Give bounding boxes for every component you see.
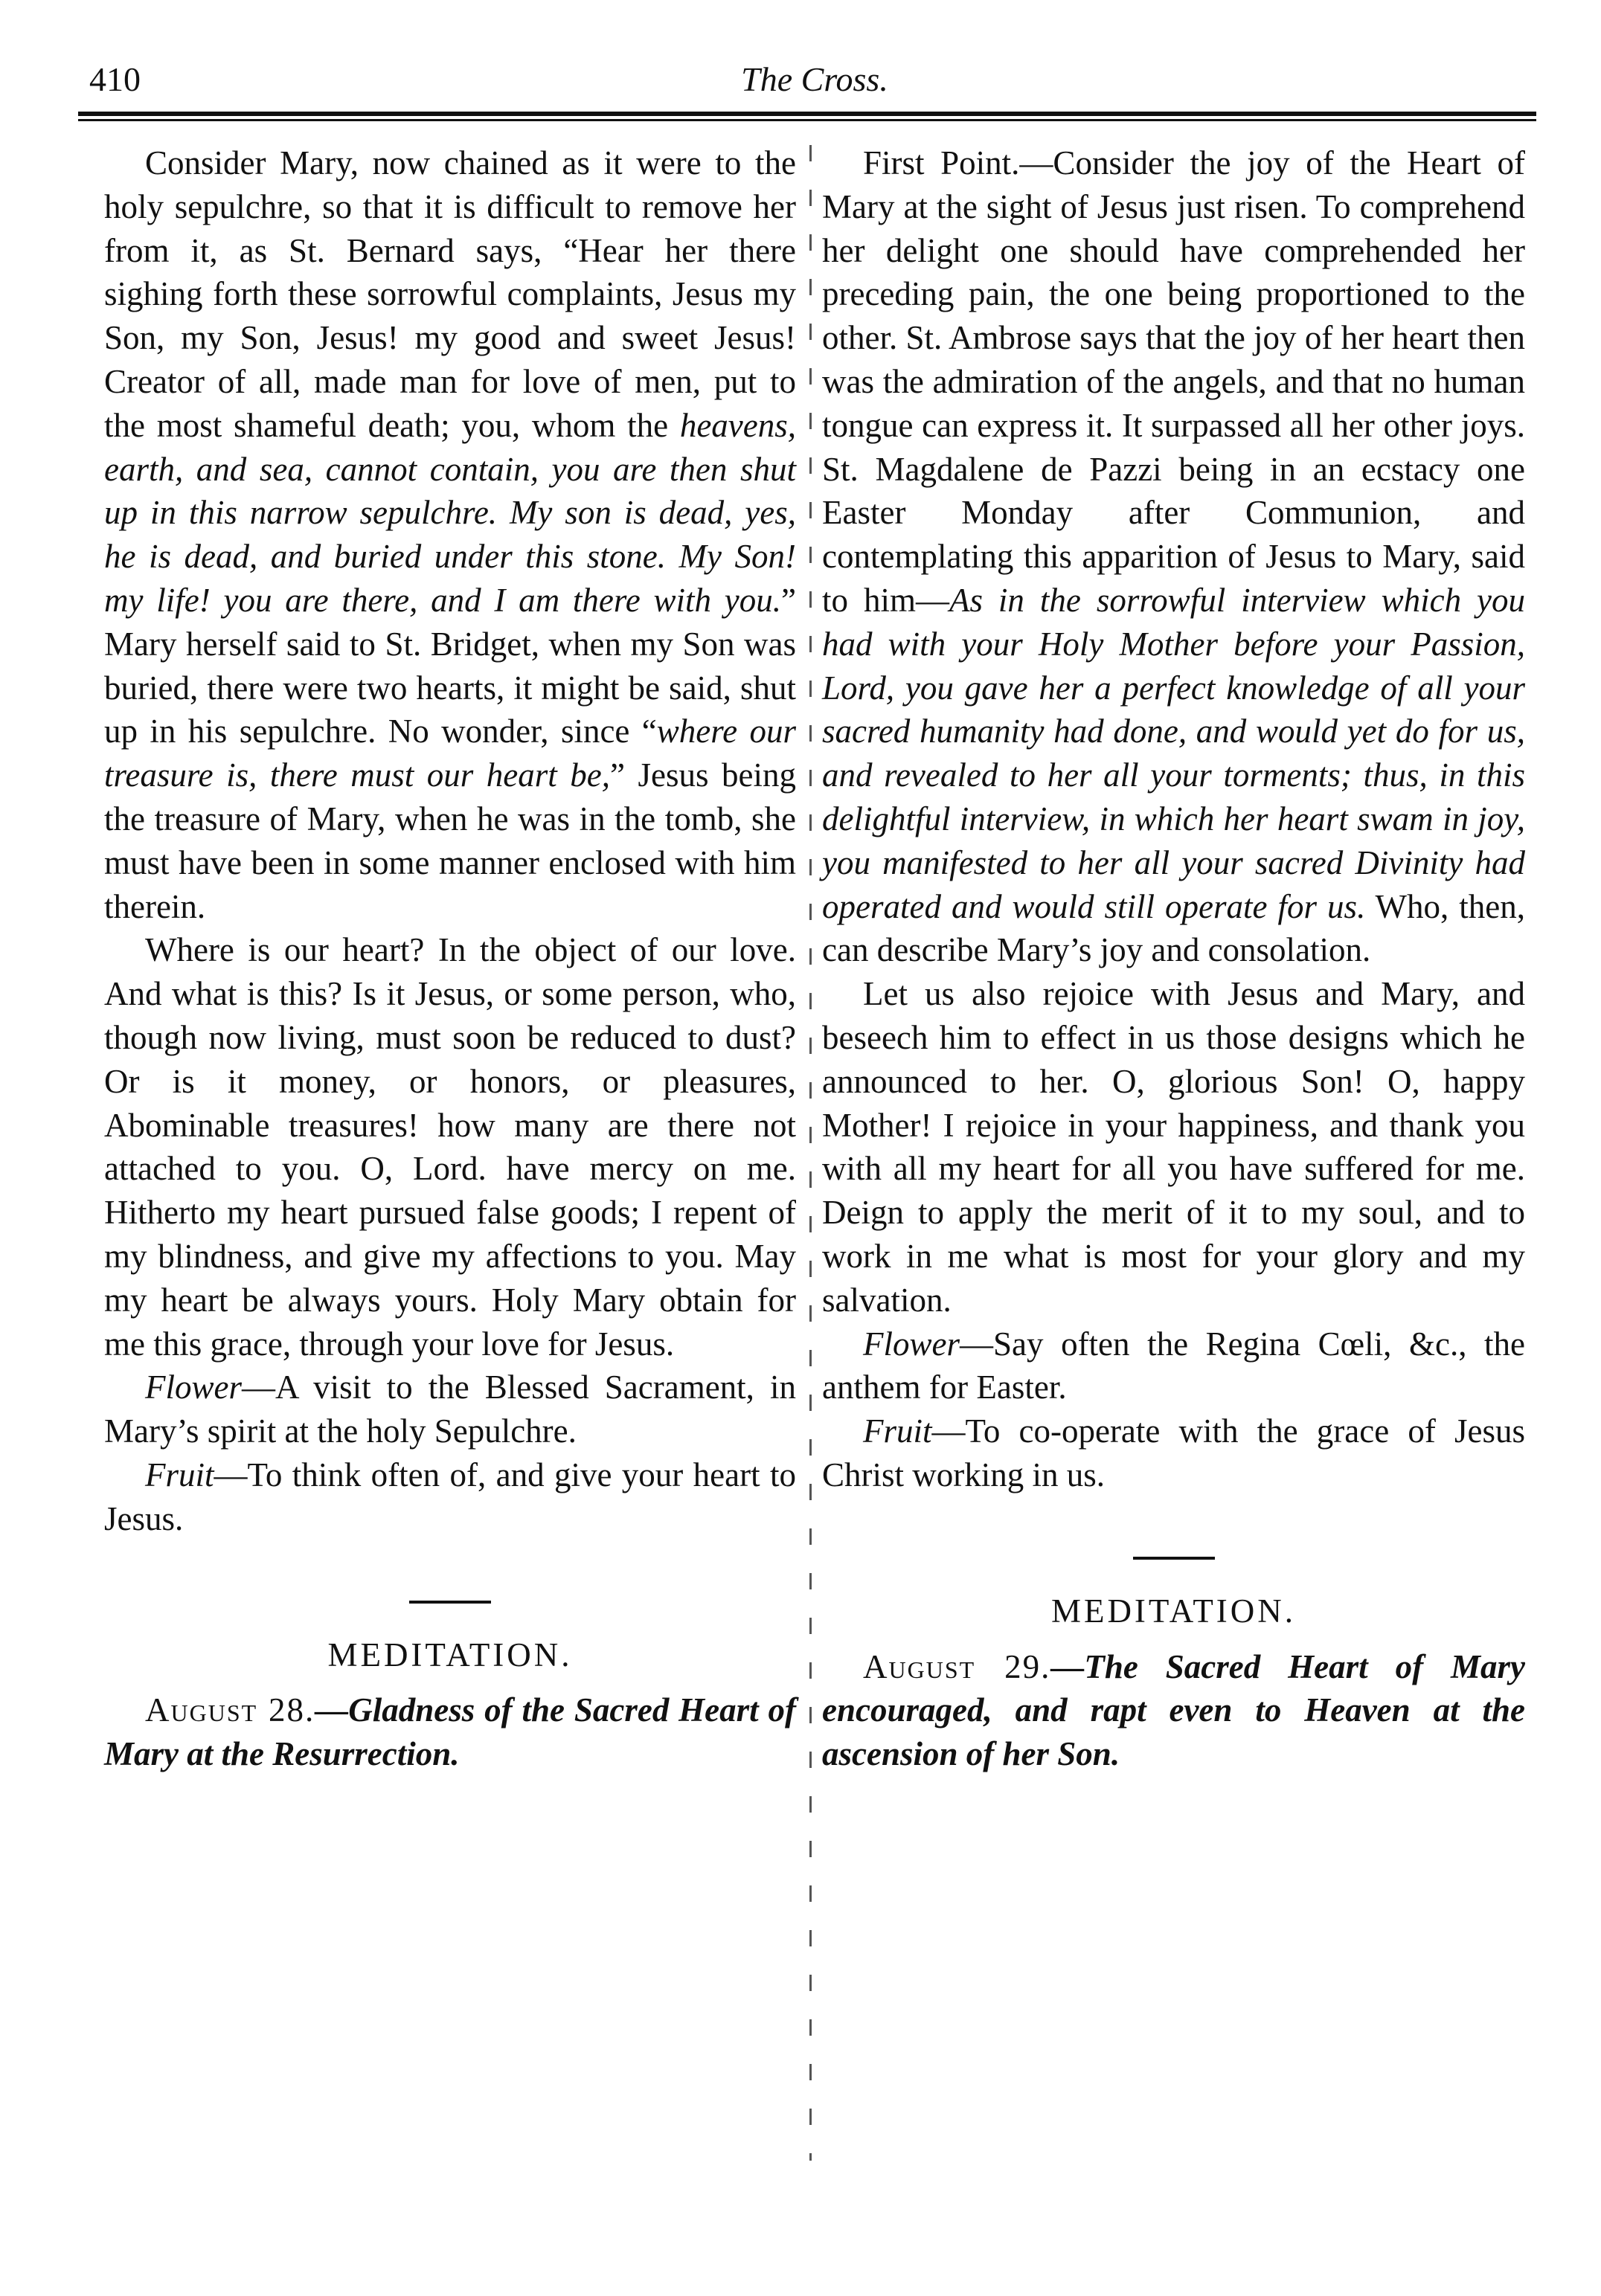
meditation-date: August 28.	[145, 1691, 315, 1729]
page-number: 410	[89, 60, 141, 98]
flower-note	[822, 1322, 1525, 1410]
meditation-date: August 29.	[863, 1647, 1051, 1685]
meditation-heading: MEDITATION.	[327, 1636, 573, 1673]
meditation-title	[104, 1688, 796, 1776]
fruit-label: Fruit	[145, 1456, 214, 1493]
italic-text-run: where our treasure is, there must our heart be,	[104, 713, 796, 794]
flower-text: —Say often the Regina Cœli, &c., the anthem for Easter.	[822, 1325, 1525, 1406]
page-header	[89, 60, 1540, 112]
text-run: First Point.—Consider the joy of the Heart of Mary at the sight of Jesus just risen. To comprehend her delight one should have comprehended her preceding pain, the one being proportioned to the other. St. Ambrose says that the joy of her heart then was the admiration of the angels, and that no human tongue can express it. It surpassed all her other joys. St. Magdalene de Pazzi being in an ecstacy one Easter Monday after Communion, and contemplating this apparition of Jesus to Mary, said to him—	[822, 144, 1525, 619]
italic-text-run: heavens, earth, and sea, cannot contain, you are then shut up in this narrow sepulchre. My son is dead, yes, he is dead, and buried under this stone. My Son! my life! you are there, and I am there with you.	[104, 406, 796, 619]
meditation-heading: MEDITATION.	[1050, 1592, 1297, 1630]
flower-text: —A visit to the Blessed Sacrament, in Mary’s spirit at the holy Sepulchre.	[104, 1369, 796, 1450]
column-divider	[809, 145, 812, 2161]
right-column	[822, 141, 1525, 1776]
text-run: Consider Mary, now chained as it were to the holy sepulchre, so that it is difficult to remove her from it, as St. Bernard says, “Hear her there sighing forth these sorrowful complaints, Jesus my Son, my Son, Jesus! my good and sweet Jesus! Creator of all, made man for love of men, put to the most shameful death; you, whom the	[104, 144, 796, 444]
flower-label: Flower	[145, 1369, 242, 1406]
meditation-subject: —The Sacred Heart of Mary encouraged, and rapt even to Heaven at the ascension of her Son.	[822, 1647, 1526, 1773]
text-run: ” Mary herself said to St. Bridget, when my Son was buried, there were two hearts, it might be said, shut up in his sepulchre. No wonder, since “	[104, 581, 796, 750]
text-run: ” Jesus being the treasure of Mary, when he was in the tomb, she must have been in some manner enclosed with him therein.	[104, 756, 796, 925]
header-rule-thin	[78, 119, 1536, 121]
running-title: The Cross.	[741, 60, 888, 98]
fruit-note	[822, 1409, 1525, 1497]
right-paragraph-1	[822, 141, 1525, 972]
left-paragraph-1	[104, 141, 796, 928]
right-paragraph-2: Let us also rejoice with Jesus and Mary, and beseech him to effect in us those designs which he announced to her. O, glorious Son! O, happy Mother! I rejoice in your happiness, and thank you with all my heart for all you have suffered for me. Deign to apply the merit of it to my soul, and to work in me what is most for your glory and my salvation.	[822, 975, 1525, 1319]
flower-note	[104, 1366, 796, 1453]
fruit-label: Fruit	[863, 1412, 932, 1450]
left-column	[104, 141, 796, 1776]
fruit-text: —To think often of, and give your heart to Jesus.	[104, 1456, 796, 1537]
meditation-title	[822, 1645, 1525, 1776]
fruit-note	[104, 1453, 796, 1541]
header-rule-thick	[78, 112, 1536, 116]
left-paragraph-2: Where is our heart? In the object of our love. And what is this? Is it Jesus, or some person, who, though now living, must soon be reduced to dust? Or is it money, or honors, or pleasures, Abominable treasures! how many are there not attached to you. O, Lord. have mercy on me. Hitherto my heart pursued false goods; I repent of my blindness, and give my affections to you. May my heart be always yours. Holy Mary obtain for me this grace, through your love for Jesus.	[104, 931, 796, 1363]
fruit-text: —To co-operate with the grace of Jesus Christ working in us.	[822, 1412, 1525, 1493]
text-run: Who, then, can describe Mary’s joy and consolation.	[822, 887, 1525, 969]
italic-text-run: As in the sorrowful interview which you had with your Holy Mother before your Passion, Lord, you gave her a perfect knowledge of all your sacred humanity had done, and would yet do for us, and revealed to her all your torments; thus, in this delightful interview, in which her heart swam in joy, you manifested to her all your sacred Divinity had operated and would still operate for us.	[822, 581, 1525, 925]
flower-label: Flower	[863, 1325, 960, 1363]
meditation-subject: —Gladness of the Sacred Heart of Mary at the Resurrection.	[104, 1691, 796, 1773]
